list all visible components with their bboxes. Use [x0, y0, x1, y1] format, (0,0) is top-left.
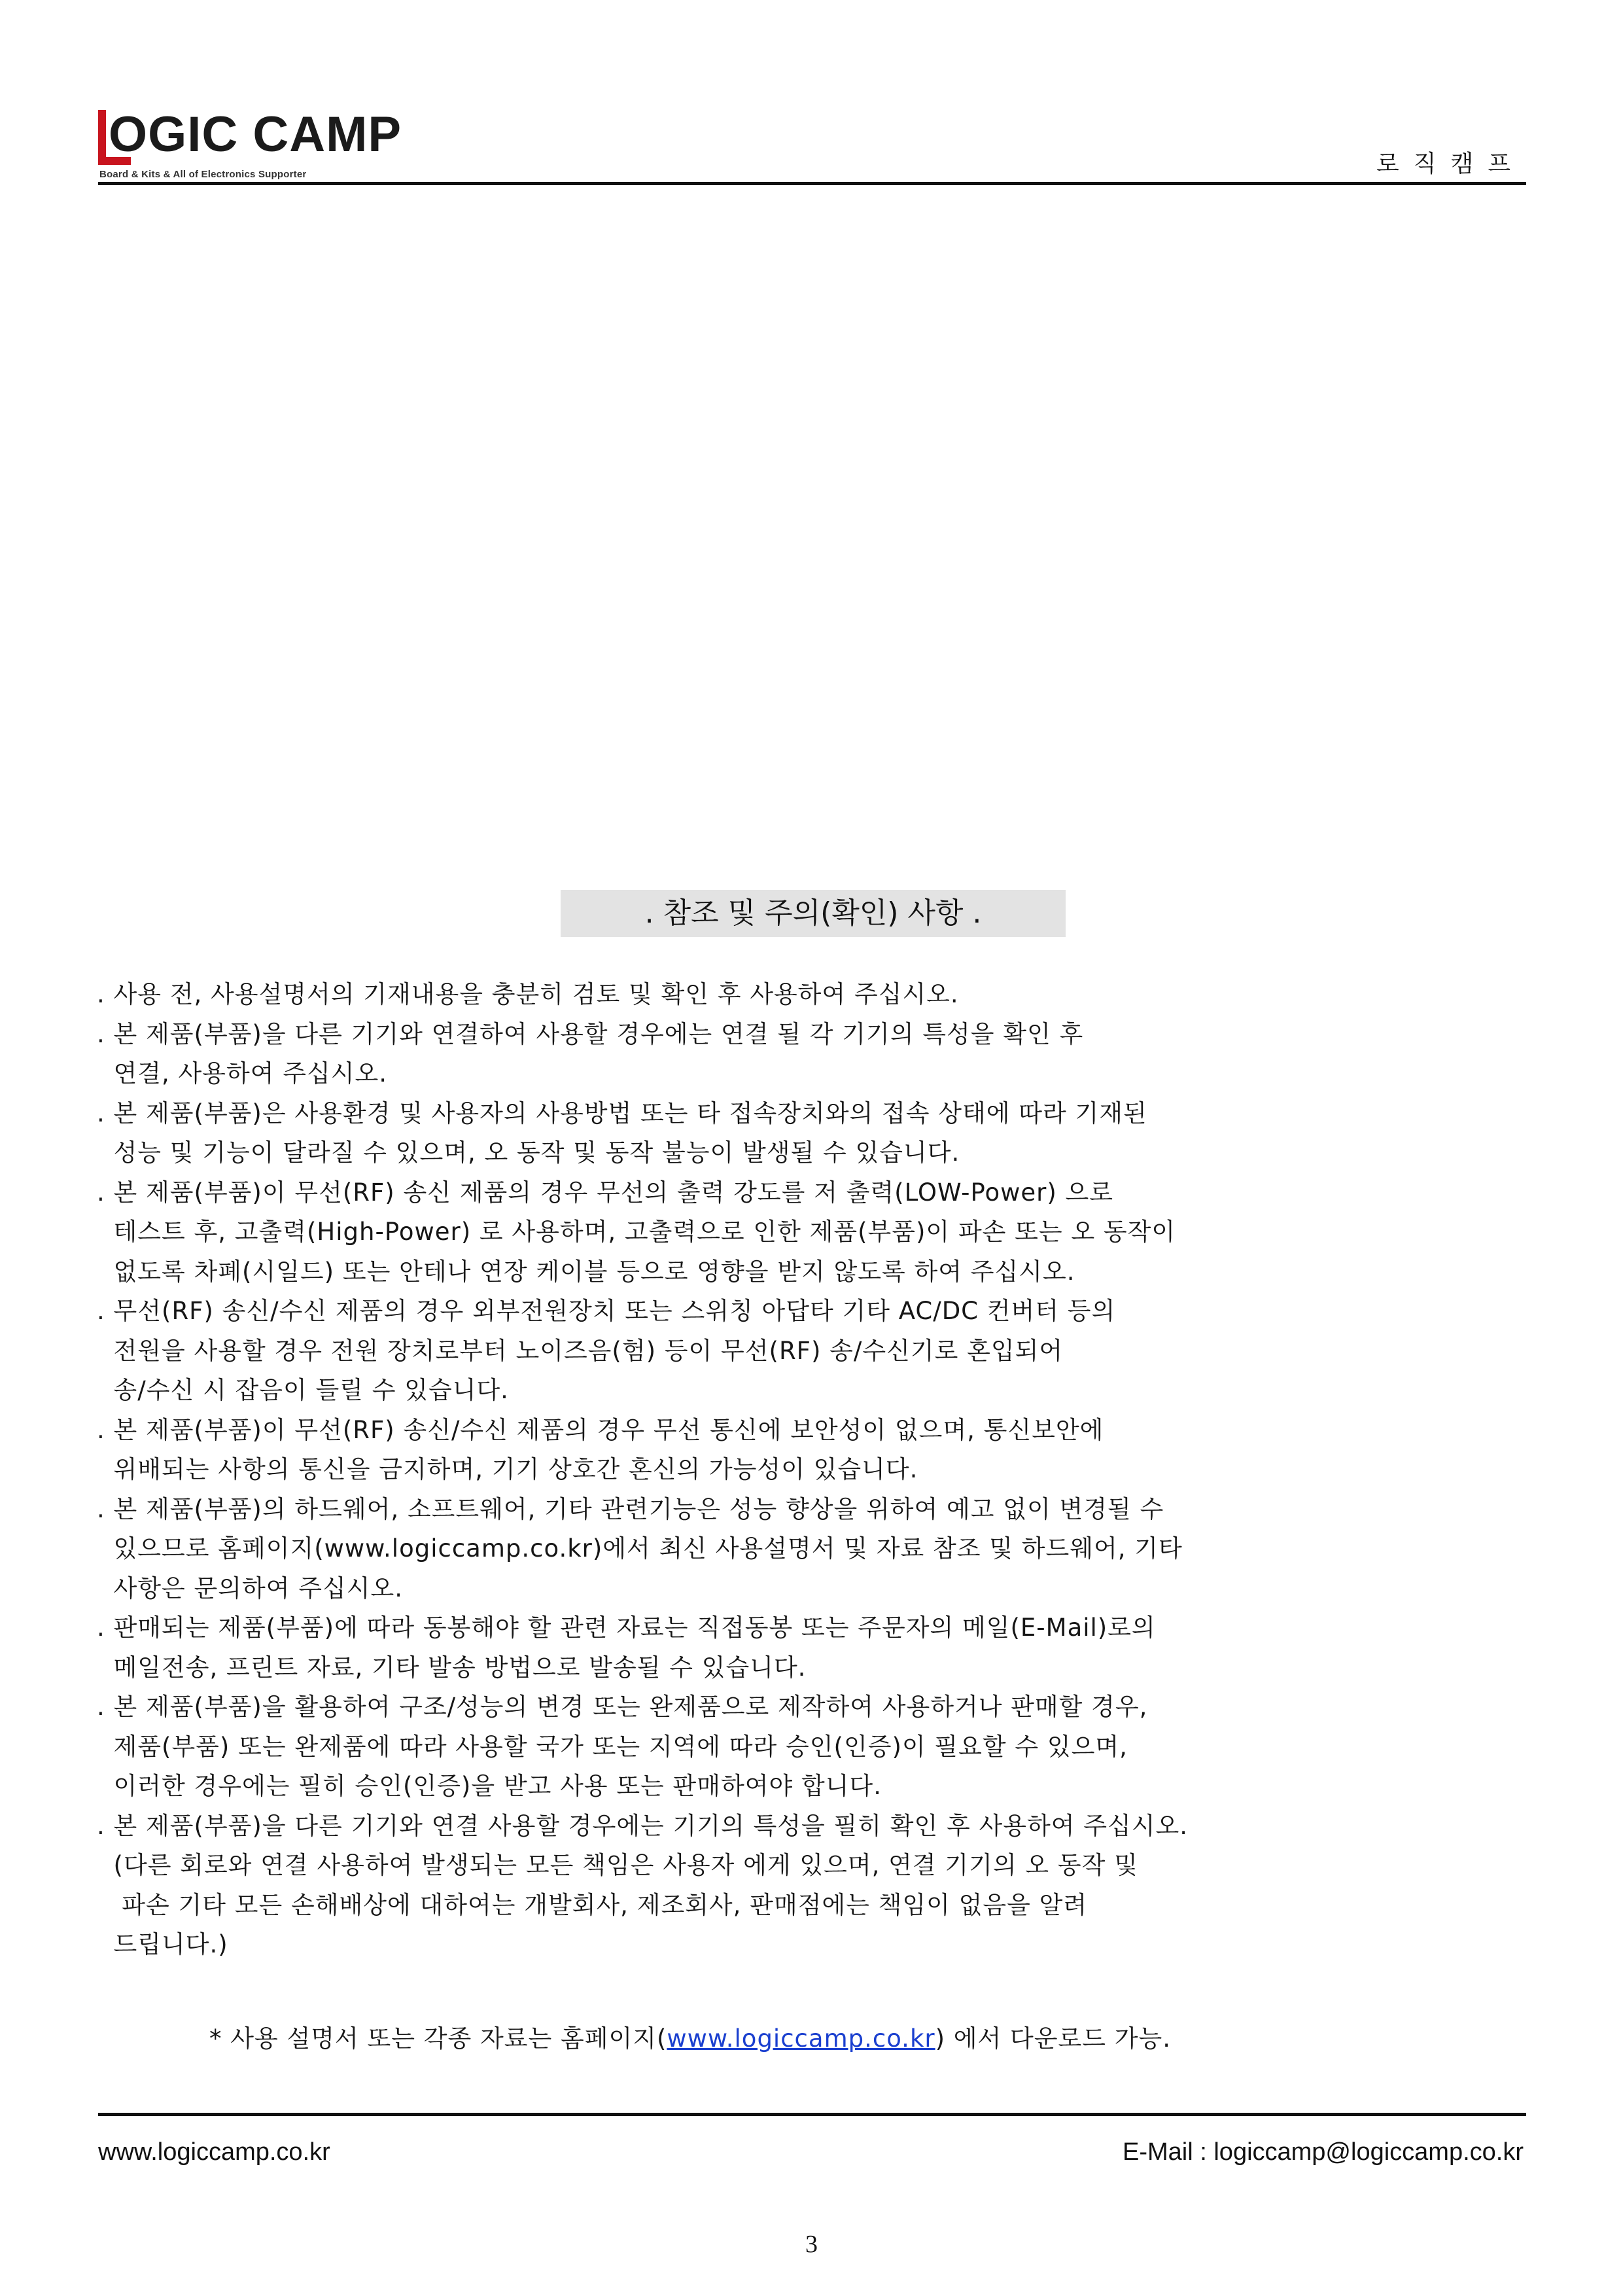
notice-line: . 본 제품(부품)을 다른 기기와 연결 사용할 경우에는 기기의 특성을 필히 확인 후 사용하여 주십시오.	[97, 1811, 1188, 1840]
notice-line: 파손 기타 모든 손해배상에 대하여는 개발회사, 제조회사, 판매점에는 책임이 없음을 알려	[97, 1890, 1088, 1919]
notice-line: . 본 제품(부품)을 다른 기기와 연결하여 사용할 경우에는 연결 될 각 기기의 특성을 확인 후	[97, 1019, 1084, 1048]
notice-line: 있으므로 홈페이지(www.logiccamp.co.kr)에서 최신 사용설명서 및 자료 참조 및 하드웨어, 기타	[97, 1534, 1183, 1563]
notice-line: 성능 및 기능이 달라질 수 있으며, 오 동작 및 동작 불능이 발생될 수 있습니다.	[97, 1139, 960, 1167]
logic-camp-logo	[98, 105, 402, 183]
notice-line: . 본 제품(부품)이 무선(RF) 송신/수신 제품의 경우 무선 통신에 보안성이 없으며, 통신보안에	[97, 1415, 1104, 1444]
footer-website[interactable]: www.logiccamp.co.kr	[98, 2138, 330, 2166]
notice-line: 위배되는 사항의 통신을 금지하며, 기기 상호간 혼신의 가능성이 있습니다.	[97, 1455, 918, 1483]
notice-line: 메일전송, 프린트 자료, 기타 발송 방법으로 발송될 수 있습니다.	[97, 1653, 807, 1682]
notice-body	[97, 975, 1536, 1965]
notice-line: 송/수신 시 잡음이 들릴 수 있습니다.	[97, 1376, 509, 1404]
notice-line: 제품(부품) 또는 완제품에 따라 사용할 국가 또는 지역에 따라 승인(인증)이 필요할 수 있으며,	[97, 1732, 1128, 1761]
notice-line: 이러한 경우에는 필히 승인(인증)을 받고 사용 또는 판매하여야 합니다.	[97, 1772, 882, 1800]
notice-line: 없도록 차폐(시일드) 또는 안테나 연장 케이블 등으로 영향을 받지 않도록 하여 주십시오.	[97, 1257, 1075, 1286]
footer-divider	[98, 2113, 1526, 2116]
homepage-link[interactable]: www.logiccamp.co.kr	[667, 2024, 935, 2053]
header-title: 로직캠프	[1376, 150, 1525, 177]
download-note-suffix: ) 에서 다운로드 가능.	[935, 2024, 1172, 2053]
notice-line: . 본 제품(부품)의 하드웨어, 소프트웨어, 기타 관련기능은 성능 향상을 위하여 예고 없이 변경될 수	[97, 1494, 1164, 1523]
notice-line: 연결, 사용하여 주십시오.	[97, 1059, 387, 1087]
header-divider	[98, 182, 1526, 185]
notice-line: . 본 제품(부품)이 무선(RF) 송신 제품의 경우 무선의 출력 강도를 저 출력(LOW-Power) 으로	[97, 1178, 1113, 1207]
logo-tagline: Board & Kits & All of Electronics Supporter	[99, 169, 307, 180]
notice-line: 사항은 문의하여 주십시오.	[97, 1574, 403, 1602]
download-note	[209, 2019, 1171, 2054]
logo-wordmark: OGIC CAMP	[109, 107, 402, 162]
download-note-prefix: * 사용 설명서 또는 각종 자료는 홈페이지(	[209, 2024, 667, 2053]
notice-line: . 본 제품(부품)을 활용하여 구조/성능의 변경 또는 완제품으로 제작하여 사용하거나 판매할 경우,	[97, 1693, 1148, 1721]
notice-line: 드립니다.)	[97, 1930, 228, 1958]
notice-line: . 무선(RF) 송신/수신 제품의 경우 외부전원장치 또는 스위칭 아답타 기타 AC/DC 컨버터 등의	[97, 1297, 1116, 1325]
notice-line: . 판매되는 제품(부품)에 따라 동봉해야 할 관련 자료는 직접동봉 또는 주문자의 메일(E-Mail)로의	[97, 1614, 1156, 1642]
notice-line: . 본 제품(부품)은 사용환경 및 사용자의 사용방법 또는 타 접속장치와의 접속 상태에 따라 기재된	[97, 1099, 1147, 1127]
footer-email[interactable]: E-Mail : logiccamp@logiccamp.co.kr	[1123, 2138, 1524, 2166]
notice-line: (다른 회로와 연결 사용하여 발생되는 모든 책임은 사용자 에게 있으며, 연결 기기의 오 동작 및	[97, 1851, 1138, 1879]
notice-line: 테스트 후, 고출력(High-Power) 로 사용하며, 고출력으로 인한 제품(부품)이 파손 또는 오 동작이	[97, 1218, 1176, 1246]
notice-line: . 사용 전, 사용설명서의 기재내용을 충분히 검토 및 확인 후 사용하여 주십시오.	[97, 980, 959, 1008]
section-title: . 참조 및 주의(확인) 사항 .	[561, 890, 1066, 937]
notice-line: 전원을 사용할 경우 전원 장치로부터 노이즈음(험) 등이 무선(RF) 송/수신기로 혼입되어	[97, 1336, 1064, 1365]
page-number: 3	[805, 2231, 818, 2258]
